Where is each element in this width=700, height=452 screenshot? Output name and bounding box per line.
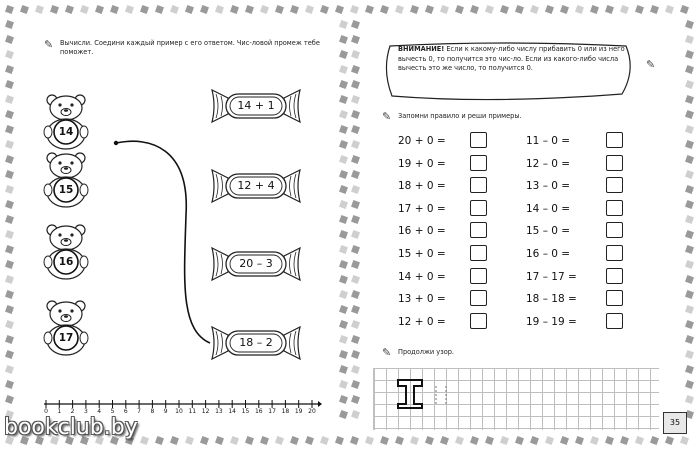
- candy-expression: 14 + 1: [237, 99, 275, 112]
- number-line-label: 10: [175, 408, 183, 415]
- number-line-label: 14: [228, 408, 236, 415]
- page-number: 35: [663, 412, 687, 434]
- answer-box[interactable]: [470, 200, 487, 216]
- answer-box[interactable]: [470, 245, 487, 261]
- answer-box[interactable]: [606, 290, 623, 306]
- pencil-icon: ✎: [646, 58, 656, 71]
- notice-box: [372, 40, 640, 102]
- exercise-expression: 18 – 18 =: [526, 293, 577, 306]
- answer-box[interactable]: [470, 155, 487, 171]
- number-line-label: 6: [123, 408, 128, 415]
- bear-number: 17: [58, 332, 74, 344]
- number-line-label: 3: [83, 408, 88, 415]
- exercise-expression: 12 + 0 =: [398, 315, 446, 328]
- exercise-expression: 11 – 0 =: [526, 135, 571, 147]
- number-line-label: 13: [215, 408, 223, 415]
- number-line-label: 0: [44, 408, 48, 415]
- exercise-expression: 15 + 0 =: [398, 248, 446, 260]
- number-line-label: 17: [268, 408, 276, 415]
- answer-box[interactable]: [606, 155, 623, 171]
- candy-expression: 12 + 4: [237, 179, 275, 192]
- number-line-label: 19: [294, 408, 303, 415]
- exercise-expression: 13 – 0 =: [526, 180, 571, 193]
- watermark: bookclub.by: [4, 415, 138, 440]
- task-pattern: Продолжи узор.: [398, 348, 455, 356]
- exercise-expression: 12 – 0 =: [526, 157, 571, 170]
- answer-box[interactable]: [470, 268, 487, 284]
- number-line-label: 5: [110, 408, 115, 415]
- notice-text: Если к какому-либо числу прибавить 0 или из него вычесть 0, то получится это чис-ло. Если из какого-либо числа вычесть это же число, то получится 0.: [398, 45, 625, 73]
- answer-box[interactable]: [470, 313, 487, 329]
- number-line-label: 8: [150, 408, 155, 415]
- bear-number: 15: [58, 184, 74, 196]
- bear-number: 14: [58, 126, 74, 138]
- answer-box[interactable]: [470, 290, 487, 306]
- pencil-icon: ✎: [382, 110, 392, 123]
- pencil-icon: ✎: [44, 38, 54, 51]
- number-line-label: 18: [281, 408, 290, 415]
- number-line-label: 20: [308, 408, 316, 415]
- pencil-icon: ✎: [382, 346, 392, 359]
- number-line-label: 16: [254, 408, 263, 415]
- answer-box[interactable]: [606, 245, 623, 261]
- answer-box[interactable]: [470, 132, 487, 148]
- number-line-label: 12: [201, 408, 210, 415]
- pattern-grid: [373, 368, 659, 430]
- exercise-expression: 14 – 0 =: [526, 202, 571, 215]
- exercise-expression: 16 + 0 =: [398, 225, 446, 238]
- pattern-sample: [392, 374, 472, 414]
- exercise-expression: 18 + 0 =: [398, 180, 446, 193]
- number-line-label: 1: [57, 408, 62, 415]
- instruction-text: Вычисли. Соедини каждый пример с его ответом. Чис-ловой промеж тебе поможет.: [60, 39, 320, 56]
- exercise-expression: 16 – 0 =: [526, 248, 571, 260]
- number-line-label: 2: [70, 408, 75, 415]
- answer-box[interactable]: [606, 268, 623, 284]
- answer-box[interactable]: [606, 177, 623, 193]
- candy-expression: 18 – 2: [239, 336, 273, 349]
- exercise-expression: 20 + 0 =: [398, 135, 446, 147]
- number-line-label: 7: [137, 408, 141, 415]
- exercise-expression: 19 – 19 =: [526, 315, 577, 328]
- answer-box[interactable]: [606, 200, 623, 216]
- exercise-expression: 17 – 17 =: [526, 270, 577, 283]
- candy-expression: 20 – 3: [239, 257, 273, 270]
- number-line-label: 11: [188, 408, 197, 415]
- exercise-expression: 15 – 0 =: [526, 225, 571, 238]
- task-rule: Запомни правило и реши примеры.: [398, 112, 522, 120]
- answer-box[interactable]: [606, 313, 623, 329]
- number-line-label: 15: [241, 408, 250, 415]
- answer-box[interactable]: [470, 222, 487, 238]
- exercise-expression: 14 + 0 =: [398, 270, 446, 283]
- exercise-expression: 13 + 0 =: [398, 293, 446, 306]
- number-line-label: 9: [163, 408, 168, 415]
- number-line-label: 4: [97, 408, 102, 415]
- answer-box[interactable]: [470, 177, 487, 193]
- notice-heading: ВНИМАНИЕ!: [398, 45, 445, 53]
- answer-box[interactable]: [606, 132, 623, 148]
- answer-box[interactable]: [606, 222, 623, 238]
- exercise-expression: 17 + 0 =: [398, 202, 446, 215]
- exercise-expression: 19 + 0 =: [398, 157, 446, 170]
- bear-number: 16: [58, 256, 74, 268]
